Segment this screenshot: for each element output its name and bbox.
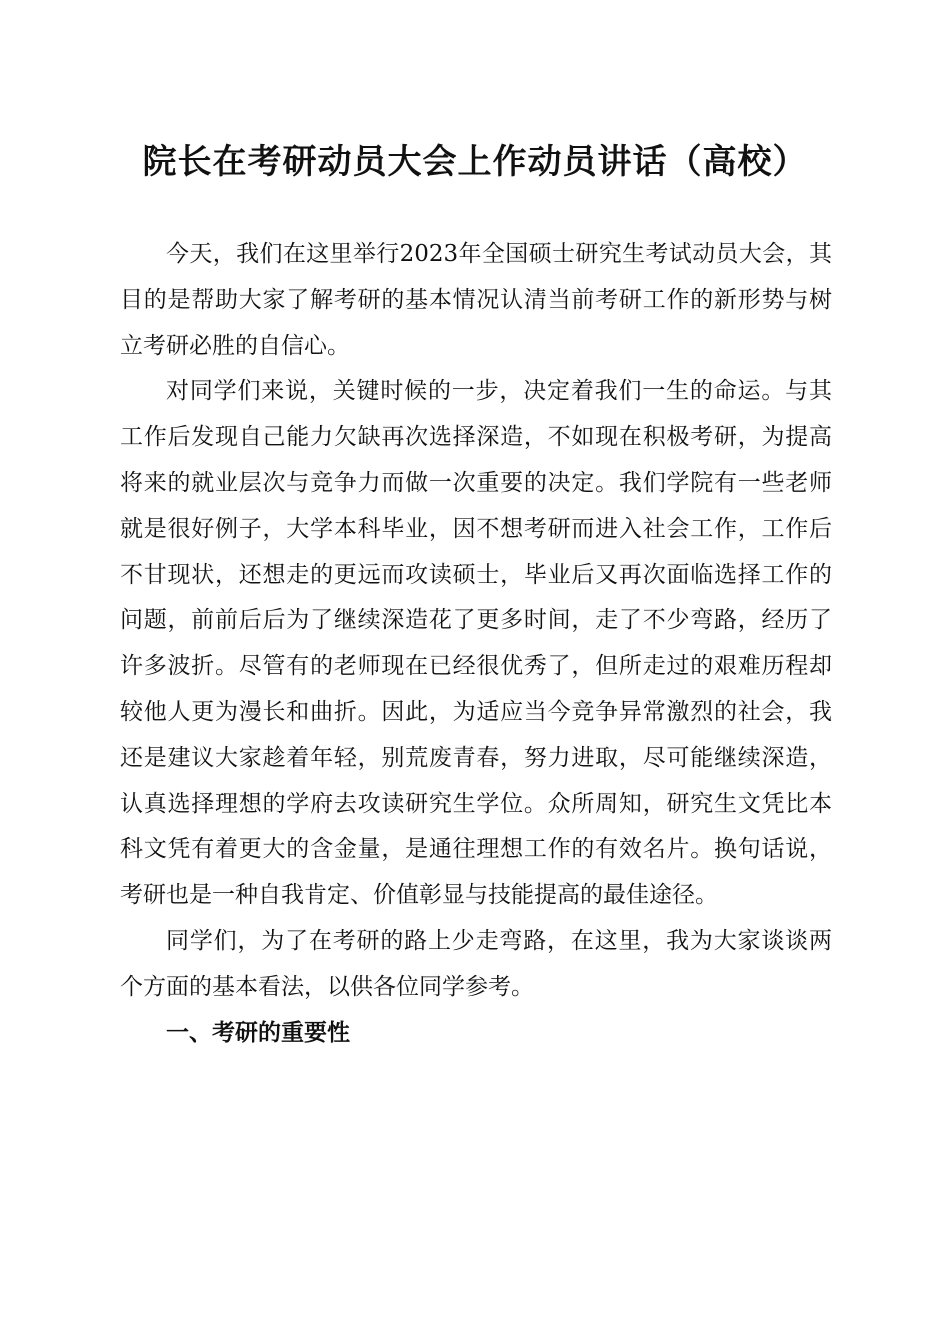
paragraph-outline: 同学们，为了在考研的路上少走弯路，在这里，我为大家谈谈两个方面的基本看法，以供各位同学参考。 bbox=[120, 927, 832, 1000]
section-heading: 一、考研的重要性 bbox=[166, 1019, 350, 1046]
paragraph-intro: 今天，我们在这里举行2023年全国硕士研究生考试动员大会，其目的是帮助大家了解考研的基本情况认清当前考研工作的新形势与树立考研必胜的自信心。 bbox=[120, 241, 832, 359]
paragraph-importance-of-choice: 对同学们来说，关键时候的一步，决定着我们一生的命运。与其工作后发现自己能力欠缺再次选择深造，不如现在积极考研，为提高将来的就业层次与竞争力而做一次重要的决定。我们学院有一些老师就是很好例子，大学本科毕业，因不想考研而进入社会工作，工作后不甘现状，还想走的更远而攻读硕士，毕业后又再次面临选择工作的问题，前前后后为了继续深造花了更多时间，走了不少弯路，经历了许多波折。尽管有的老师现在已经很优秀了，但所走过的艰难历程却较他人更为漫长和曲折。因此，为适应当今竞争异常激烈的社会，我还是建议大家趁着年轻，别荒废青春，努力进取，尽可能继续深造，认真选择理想的学府去攻读研究生学位。众所周知，研究生文凭比本科文凭有着更大的含金量，是通往理想工作的有效名片。换句话说，考研也是一种自我肯定、价值彰显与技能提高的最佳途径。 bbox=[120, 378, 832, 909]
document-title: 院长在考研动员大会上作动员讲话（高校） bbox=[142, 142, 808, 182]
document-body bbox=[120, 232, 832, 1056]
